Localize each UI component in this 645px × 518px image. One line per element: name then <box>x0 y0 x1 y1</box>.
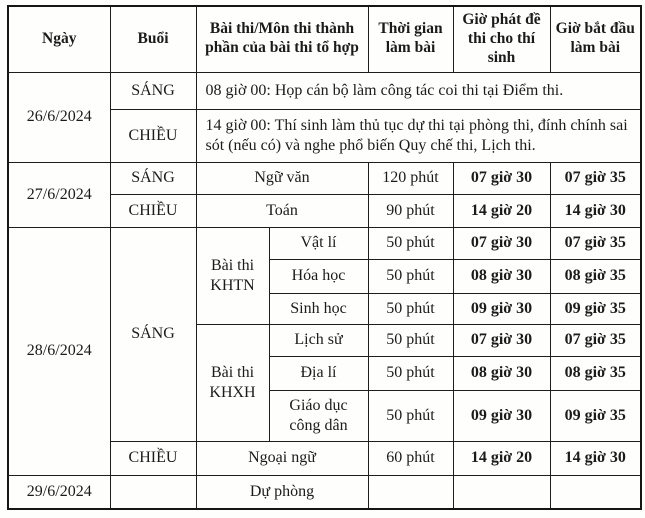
group-cell: Bài thi KHTN <box>196 227 269 324</box>
group-cell: Bài thi KHXH <box>196 324 269 441</box>
subject-cell: Hóa học <box>269 259 368 293</box>
duration-cell: 50 phút <box>368 356 453 390</box>
subject-cell: Toán <box>196 194 368 227</box>
subject-cell: Dự phòng <box>196 475 368 509</box>
subject-cell: Ngoại ngữ <box>196 441 368 475</box>
duration-cell: 60 phút <box>368 441 453 475</box>
handout-time-cell: 09 giờ 30 <box>453 293 550 324</box>
session-cell: CHIỀU <box>110 109 196 162</box>
subject-cell: Địa lí <box>269 356 368 390</box>
start-time-cell: 09 giờ 35 <box>550 293 641 324</box>
session-cell: CHIỀU <box>110 194 196 227</box>
duration-cell: 50 phút <box>368 324 453 356</box>
subject-cell: Lịch sử <box>269 324 368 356</box>
subject-cell: Vật lí <box>269 227 368 259</box>
session-cell: SÁNG <box>110 227 196 441</box>
duration-cell <box>368 475 453 509</box>
note-cell: 08 giờ 00: Họp cán bộ làm công tác coi thi tại Điểm thi. <box>196 72 641 109</box>
start-time-cell: 09 giờ 35 <box>550 390 641 441</box>
session-cell: CHIỀU <box>110 441 196 475</box>
handout-time-cell: 07 giờ 30 <box>453 162 550 194</box>
table-row <box>8 162 641 194</box>
date-cell: 29/6/2024 <box>8 475 110 509</box>
start-time-cell: 14 giờ 30 <box>550 194 641 227</box>
exam-schedule-table <box>7 5 642 510</box>
header-bai-thi: Bài thi/Môn thi thành phần của bài thi tổ hợp <box>196 6 368 72</box>
subject-cell: Ngữ văn <box>196 162 368 194</box>
start-time-cell: 07 giờ 35 <box>550 227 641 259</box>
subject-cell: Sinh học <box>269 293 368 324</box>
table-row <box>8 475 641 509</box>
handout-time-cell: 08 giờ 30 <box>453 356 550 390</box>
session-cell: SÁNG <box>110 162 196 194</box>
duration-cell: 50 phút <box>368 390 453 441</box>
handout-time-cell: 08 giờ 30 <box>453 259 550 293</box>
date-cell: 27/6/2024 <box>8 162 110 227</box>
duration-cell: 50 phút <box>368 293 453 324</box>
session-cell: SÁNG <box>110 72 196 109</box>
date-cell: 28/6/2024 <box>8 227 110 475</box>
handout-time-cell <box>453 475 550 509</box>
duration-cell: 90 phút <box>368 194 453 227</box>
duration-cell: 120 phút <box>368 162 453 194</box>
duration-cell: 50 phút <box>368 227 453 259</box>
start-time-cell: 14 giờ 30 <box>550 441 641 475</box>
note-cell: 14 giờ 00: Thí sinh làm thủ tục dự thi tại phòng thi, đính chính sai sót (nếu có) và nghe phổ biến Quy chế thi, Lịch thi. <box>196 109 641 162</box>
subject-cell: Giáo dục công dân <box>269 390 368 441</box>
start-time-cell: 08 giờ 35 <box>550 259 641 293</box>
duration-cell: 50 phút <box>368 259 453 293</box>
handout-time-cell: 14 giờ 20 <box>453 441 550 475</box>
handout-time-cell: 09 giờ 30 <box>453 390 550 441</box>
handout-time-cell: 07 giờ 30 <box>453 324 550 356</box>
table-row <box>8 72 641 109</box>
table-row <box>8 227 641 259</box>
handout-time-cell: 14 giờ 20 <box>453 194 550 227</box>
date-cell: 26/6/2024 <box>8 72 110 162</box>
header-ngay: Ngày <box>8 6 110 72</box>
start-time-cell: 08 giờ 35 <box>550 356 641 390</box>
start-time-cell: 07 giờ 35 <box>550 324 641 356</box>
header-row <box>8 6 641 72</box>
header-gio-phat: Giờ phát đề thi cho thí sinh <box>453 6 550 72</box>
start-time-cell: 07 giờ 35 <box>550 162 641 194</box>
handout-time-cell: 07 giờ 30 <box>453 227 550 259</box>
header-buoi: Buổi <box>110 6 196 72</box>
header-gio-bat-dau: Giờ bắt đầu làm bài <box>550 6 641 72</box>
start-time-cell <box>550 475 641 509</box>
session-cell <box>110 475 196 509</box>
header-thoi-gian: Thời gian làm bài <box>368 6 453 72</box>
